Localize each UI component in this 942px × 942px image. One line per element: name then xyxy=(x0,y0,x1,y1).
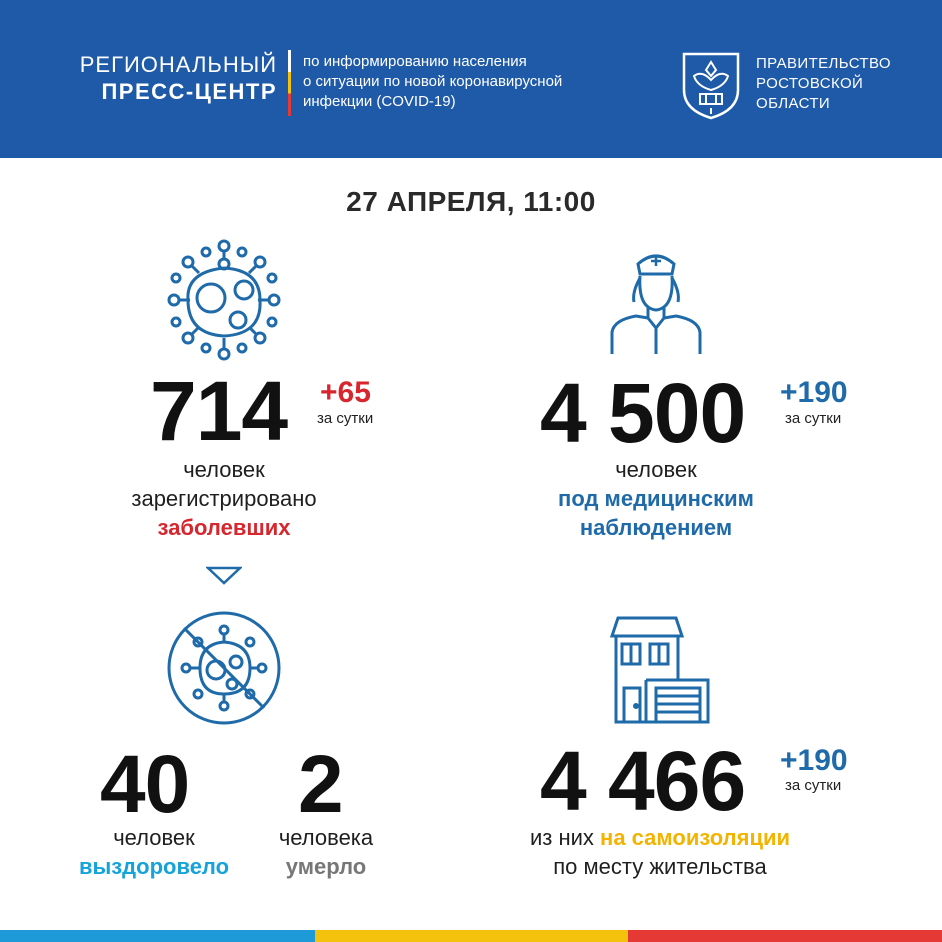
isolation-count: 4 466 xyxy=(540,734,746,828)
coat-of-arms-icon xyxy=(680,50,742,120)
isolation-highlight: на самоизоляции xyxy=(600,825,791,850)
observation-per-day: за сутки xyxy=(785,410,842,427)
infected-caption xyxy=(74,455,374,542)
desc-line3: инфекции (COVID-19) xyxy=(303,93,456,110)
observation-delta: +190 xyxy=(780,376,848,409)
observation-line3: наблюдением xyxy=(579,515,733,540)
died-caption xyxy=(226,823,426,881)
tricolor-footer xyxy=(0,930,942,942)
recovered-line1: человек xyxy=(113,825,195,850)
infected-line2: зарегистрировано xyxy=(131,486,317,511)
died-line1: человека xyxy=(278,825,374,850)
infected-line1: человек xyxy=(183,457,265,482)
nurse-icon xyxy=(608,244,704,356)
report-date: 27 АПРЕЛЯ, 11:00 xyxy=(346,186,596,217)
isolation-caption xyxy=(470,823,850,881)
infected-count: 714 xyxy=(150,364,288,458)
infected-line3: заболевших xyxy=(157,515,291,540)
brand-line1: РЕГИОНАЛЬНЫЙ xyxy=(79,52,277,77)
died-count: 2 xyxy=(298,739,343,830)
isolation-line2: по месту жительства xyxy=(553,854,767,879)
recovered-count: 40 xyxy=(100,739,190,830)
isolation-delta: +190 xyxy=(780,744,848,777)
government-title xyxy=(756,54,891,114)
arrow-down-icon xyxy=(206,566,242,586)
infected-per-day: за сутки xyxy=(317,410,374,427)
recovered-line2: выздоровело xyxy=(78,854,230,879)
observation-caption xyxy=(506,455,806,542)
virus-icon xyxy=(166,238,282,362)
observation-line2: под медицинским xyxy=(558,486,754,511)
isolation-per-day: за сутки xyxy=(785,777,842,794)
observation-line1: человек xyxy=(615,457,697,482)
house-icon xyxy=(602,612,712,726)
desc-line1: по информированию населения xyxy=(303,53,527,70)
header-description xyxy=(303,52,643,112)
virus-crossed-icon xyxy=(166,610,282,726)
press-center-logo xyxy=(80,52,277,106)
header-banner xyxy=(0,0,942,158)
recovered-caption xyxy=(54,823,254,881)
infected-delta: +65 xyxy=(320,376,371,409)
gov-line1: ПРАВИТЕЛЬСТВО xyxy=(756,55,891,72)
tricolor-divider xyxy=(288,50,291,116)
died-line2: умерло xyxy=(285,854,367,879)
gov-line3: ОБЛАСТИ xyxy=(756,95,831,112)
observation-count: 4 500 xyxy=(540,366,746,460)
gov-line2: РОСТОВСКОЙ xyxy=(756,75,864,92)
desc-line2: о ситуации по новой коронавирусной xyxy=(303,73,563,90)
isolation-line1 xyxy=(470,823,850,852)
brand-line2: ПРЕСС-ЦЕНТР xyxy=(101,79,277,104)
isolation-prefix: из них xyxy=(529,825,594,850)
